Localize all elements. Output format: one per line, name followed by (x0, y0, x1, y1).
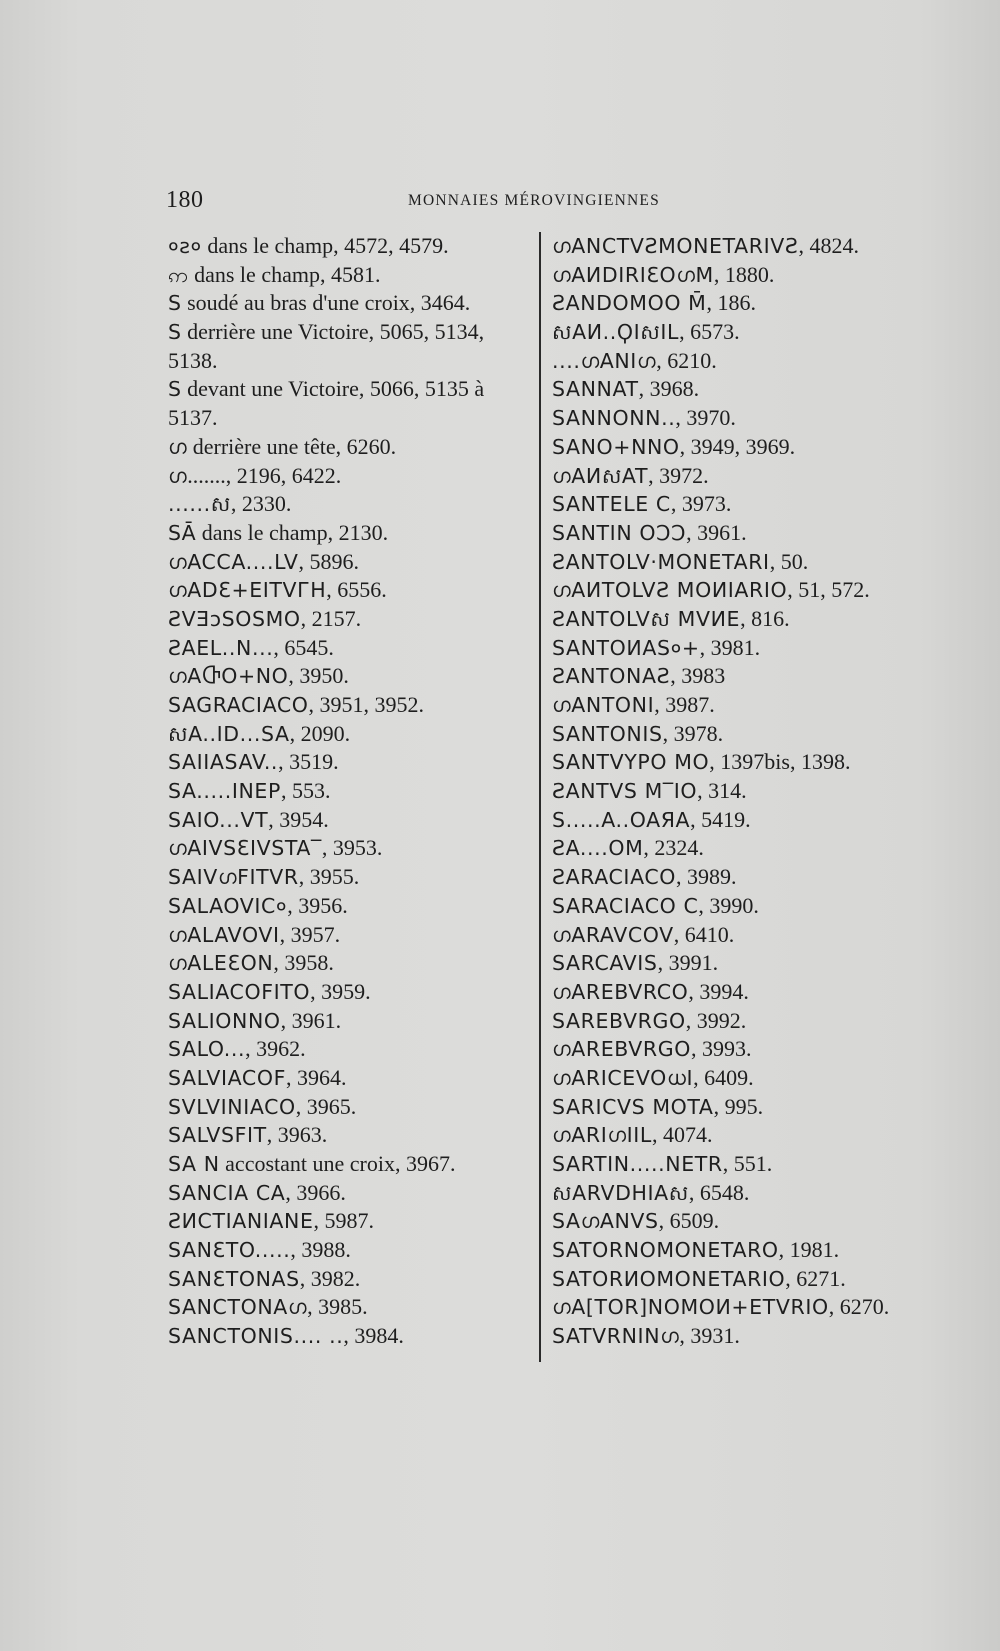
index-entry (552, 662, 924, 691)
entry-references: derrière une tête, 6260. (187, 433, 397, 459)
index-entry (552, 576, 924, 605)
coin-legend: ဢ (168, 262, 189, 287)
entry-references: , 3957. (279, 921, 341, 947)
coin-legend: ഗANCTVƧMONETARIVƧ (552, 234, 799, 258)
entry-references: , 3981. (699, 634, 761, 660)
index-entry (166, 1093, 526, 1122)
index-entry (166, 548, 526, 577)
coin-legend: SARCAVIS (552, 951, 658, 976)
entry-references: , 1880. (713, 261, 775, 287)
index-entry (552, 548, 924, 577)
index-entry (166, 1265, 526, 1294)
index-entry (166, 1179, 526, 1208)
index-entry (552, 375, 924, 404)
entry-references: , 3994. (688, 978, 749, 1004)
entry-references: , 3519. (278, 749, 339, 775)
index-entry (166, 777, 526, 806)
entry-references: , 4074. (651, 1122, 713, 1148)
coin-legend: SALIACOFITO (168, 979, 311, 1004)
index-entry (166, 748, 526, 777)
coin-legend: SALVIACOF (168, 1065, 286, 1090)
index-entry (552, 519, 924, 548)
index-entry (166, 261, 526, 290)
index-entry (166, 949, 526, 978)
index-entry (552, 720, 924, 749)
entry-references: , 3985. (307, 1294, 368, 1320)
index-entry (166, 1293, 526, 1322)
index-entry (552, 978, 924, 1007)
coin-legend: SANTONIS (552, 721, 663, 746)
coin-legend: SANƐTO..... (168, 1238, 291, 1263)
entry-references: , 3968. (638, 376, 700, 402)
entry-references: , 314. (697, 778, 747, 804)
index-entry (552, 634, 924, 663)
coin-legend: SA.....INEP (168, 779, 281, 804)
entry-references: , 3992. (685, 1007, 747, 1033)
index-entry (166, 978, 526, 1007)
entry-references: 5137. (168, 405, 218, 431)
index-entry (166, 720, 526, 749)
coin-legend: SAഗANVS (552, 1209, 659, 1234)
coin-legend: SATORNOMONETARO (552, 1238, 779, 1263)
coin-legend: SAGRACIACO (168, 693, 309, 717)
index-entry (552, 921, 924, 950)
index-entry (166, 1150, 526, 1179)
coin-legend: SAIO...VT (168, 807, 269, 832)
coin-legend: S (168, 320, 182, 345)
entry-references: , 6545. (273, 634, 334, 660)
index-entry (166, 662, 526, 691)
index-entry (552, 892, 924, 921)
index-entry (166, 519, 526, 548)
entry-references: , 3982. (299, 1265, 361, 1291)
entry-references: , 3962. (245, 1036, 306, 1062)
index-entry (552, 1265, 924, 1294)
entry-references: , 6410. (673, 921, 735, 947)
coin-legend: SA N (168, 1152, 220, 1176)
coin-legend: SVLVINIACO (168, 1094, 296, 1119)
entry-references: , 3991. (657, 950, 719, 976)
entry-references: , 4824. (798, 233, 859, 258)
entry-references: , 3964. (285, 1064, 347, 1090)
index-entry (552, 806, 924, 835)
entry-references: , 6556. (326, 577, 387, 603)
entry-references: dans le champ, 4581. (188, 261, 381, 287)
coin-legend: SANTOИAS०+ (552, 635, 700, 660)
page-number: 180 (166, 187, 204, 213)
coin-legend: SAREBVRGO (552, 1008, 686, 1033)
entry-references: , 5896. (298, 548, 359, 574)
coin-legend: SARACIACO C (552, 893, 699, 918)
index-entry (166, 576, 526, 605)
left-column (166, 232, 526, 1351)
index-entry (166, 289, 526, 318)
index-entry (552, 1293, 924, 1322)
index-entry (552, 433, 924, 462)
coin-legend: SANO+NNO (552, 434, 680, 459)
index-entry (552, 605, 924, 634)
coin-legend: ƧA....OM (552, 836, 644, 861)
coin-legend: SARICVS MOTA (552, 1094, 714, 1119)
coin-legend: SANNAT (552, 377, 639, 402)
index-entry (552, 1035, 924, 1064)
coin-legend: សAИ..ϘIសIL (552, 320, 680, 345)
coin-legend: SAIIASAV.. (168, 750, 279, 775)
coin-legend: SANTELE C (552, 492, 671, 517)
coin-legend: ०ƨ० (168, 234, 202, 258)
index-entry (166, 433, 526, 462)
index-entry (166, 691, 526, 720)
entry-references: , 6409. (693, 1064, 754, 1090)
entry-references: , 6270. (828, 1294, 890, 1320)
entry-references: , 3958. (273, 950, 334, 976)
coin-legend: ഗAႧO+NO (168, 664, 289, 689)
coin-legend: ഗANTONI (552, 693, 655, 717)
coin-legend: ƧANDOMOO M̄ (552, 291, 707, 316)
coin-legend: ഗ (168, 434, 188, 459)
coin-legend: ഗADƐ+EITVГH (168, 578, 327, 603)
index-entry (166, 1121, 526, 1150)
coin-legend: ƧANTVS M‾IO (552, 779, 698, 804)
entry-references: , 3972. (648, 462, 709, 488)
coin-legend: SANCIA CA (168, 1180, 286, 1205)
index-entry (552, 404, 924, 433)
index-entry (166, 806, 526, 835)
coin-legend: SARTIN.....NETR (552, 1152, 723, 1176)
entry-references: , 1397bis, 1398. (709, 749, 851, 775)
entry-references: , 5987. (313, 1208, 375, 1234)
entry-references: , 3966. (285, 1179, 346, 1205)
entry-references: , 3931. (679, 1323, 740, 1349)
index-entry (166, 375, 526, 404)
entry-references: , 3973. (670, 491, 732, 517)
index-entry (552, 1322, 924, 1351)
index-entry (166, 863, 526, 892)
entry-references: , 553. (280, 778, 331, 804)
coin-legend: SATORИOMONETARIO (552, 1266, 786, 1291)
coin-legend: ഗAREBVRGO (552, 1037, 691, 1062)
index-entry (166, 1207, 526, 1236)
entry-references: derrière une Victoire, 5065, 5134, (181, 319, 485, 345)
entry-references: , 551. (722, 1151, 773, 1176)
coin-legend: ഗARAVCOV (552, 922, 674, 947)
coin-legend: SANCTONAഗ (168, 1295, 308, 1320)
entry-references: , 3983 (670, 663, 726, 689)
coin-legend: SAIVഗFITVR (168, 865, 299, 890)
index-entry (552, 462, 924, 491)
coin-legend: ƧANTOLV·MONETARI (552, 549, 770, 574)
entry-references: , 3984. (343, 1323, 404, 1349)
index-entry (166, 921, 526, 950)
index-entry (552, 777, 924, 806)
coin-legend: សA..ID...SA (168, 721, 290, 746)
entry-references: , 3951, 3952. (308, 692, 424, 717)
entry-references: 5138. (168, 347, 218, 373)
coin-legend: SALO... (168, 1037, 246, 1062)
entry-references: , 3954. (268, 806, 329, 832)
entry-references: , 2090. (289, 720, 351, 746)
coin-legend: ....ഗANIഗ (552, 348, 657, 373)
coin-legend: S.....A..OAЯA (552, 807, 691, 832)
coin-legend: ƧANTOLVស MVИE (552, 606, 741, 631)
coin-legend: ƧARACIACO (552, 865, 676, 890)
coin-legend: ഗACCA....LV (168, 549, 299, 574)
index-entry (166, 605, 526, 634)
column-divider (539, 232, 541, 1362)
entry-references: devant une Victoire, 5066, 5135 à (181, 376, 485, 402)
entry-references: dans le champ, 4572, 4579. (201, 233, 449, 258)
coin-legend: ഗARIഗIIL (552, 1123, 652, 1148)
entry-references: , 3949, 3969. (679, 433, 796, 459)
coin-legend: SANTIN OϽϽ (552, 520, 687, 545)
entry-references: , 3987. (654, 692, 715, 717)
entry-references: , 6548. (688, 1179, 750, 1205)
coin-legend: ƧANTONAƧ (552, 664, 671, 689)
index-entry (166, 634, 526, 663)
coin-legend: ƧИCTIANIANE (168, 1209, 314, 1234)
entry-references: accostant une croix, 3967. (219, 1151, 456, 1176)
entry-references: ......., 2196, 6422. (187, 462, 342, 488)
index-entry (166, 1322, 526, 1351)
entry-references: , 2330. (230, 491, 292, 517)
entry-references: , 6271. (785, 1265, 846, 1291)
index-entry (166, 834, 526, 863)
index-entry (552, 318, 924, 347)
index-entry (552, 1093, 924, 1122)
entry-references: , 3953. (321, 835, 383, 861)
entry-references: , 5419. (690, 806, 751, 832)
entry-references: , 6210. (656, 347, 717, 373)
index-entry (552, 289, 924, 318)
entry-references: , 3950. (288, 663, 349, 689)
entry-references: , 6509. (658, 1208, 720, 1234)
index-entry (552, 1150, 924, 1179)
entry-references: , 816. (740, 605, 790, 631)
entry-references: , 3959. (310, 978, 371, 1004)
entry-references: , 3956. (287, 892, 348, 918)
coin-legend: SANNONN.. (552, 406, 676, 431)
coin-legend: SĀ (168, 520, 197, 545)
coin-legend: ƧAEL..N... (168, 635, 274, 660)
entry-references: , 6573. (679, 319, 740, 345)
index-entry (552, 261, 924, 290)
coin-legend: SANCTONIS.... .. (168, 1324, 344, 1349)
entry-references: , 3970. (675, 405, 736, 431)
coin-legend: SALAOVIC० (168, 893, 288, 918)
entry-references: , 51, 572. (787, 577, 870, 603)
entry-references: , 3988. (290, 1237, 351, 1263)
entry-references: soudé au bras d'une croix, 3464. (181, 290, 471, 316)
coin-legend: ഗAIVSƐIVSTA‾ (168, 836, 322, 861)
index-entry (552, 949, 924, 978)
coin-legend: សARVDHIAស (552, 1180, 689, 1205)
index-entry (552, 347, 924, 376)
coin-legend: S (168, 377, 182, 402)
index-entry (166, 1236, 526, 1265)
index-entry (166, 892, 526, 921)
coin-legend: SALIONNO (168, 1008, 281, 1033)
entry-references: , 2157. (300, 605, 362, 631)
index-entry (552, 863, 924, 892)
index-entry (552, 748, 924, 777)
coin-legend: ഗAИDIRIƐOഗM (552, 262, 714, 287)
index-entry (166, 1035, 526, 1064)
entry-references: , 995. (713, 1093, 764, 1119)
entry-references: , 186. (706, 290, 756, 316)
coin-legend: ഗA[TOR]NOMOИ+ETVRIO (552, 1295, 829, 1320)
index-entry (166, 1007, 526, 1036)
coin-legend: ഗARICEVOധI (552, 1065, 694, 1090)
index-entry (552, 490, 924, 519)
index-entry (552, 1121, 924, 1150)
index-entry (166, 462, 526, 491)
index-entry (552, 1236, 924, 1265)
coin-legend: SANƐTONAS (168, 1266, 300, 1291)
entry-references: , 3963. (266, 1122, 328, 1148)
index-entry (552, 1179, 924, 1208)
index-entry (166, 490, 526, 519)
coin-legend: ഗAИសAT (552, 463, 649, 488)
coin-legend: SALVSFIT (168, 1123, 267, 1148)
index-entry (552, 232, 924, 261)
coin-legend: SANTVYPO MO (552, 750, 710, 775)
index-entry (166, 1064, 526, 1093)
coin-legend: ഗAИTOLVƧ MOИIARIO (552, 578, 788, 603)
coin-legend: ഗALAVOVI (168, 922, 280, 947)
entry-references: dans le champ, 2130. (196, 519, 389, 545)
entry-references: , 3965. (295, 1093, 357, 1119)
coin-legend: ƧVƎↄSOSMO (168, 606, 301, 631)
entry-references: , 3989. (676, 864, 737, 890)
running-title: MONNAIES MÉROVINGIENNES (408, 192, 660, 209)
index-entry (552, 1064, 924, 1093)
entry-references: , 3993. (691, 1036, 752, 1062)
coin-legend: ......ស (168, 492, 231, 517)
entry-references: , 1981. (778, 1237, 840, 1263)
index-entry (166, 347, 526, 376)
index-entry (552, 1207, 924, 1236)
entry-references: , 3961. (280, 1007, 342, 1033)
coin-legend: SATVRNINഗ (552, 1324, 680, 1349)
index-entry (552, 1007, 924, 1036)
right-column (552, 232, 924, 1351)
coin-legend: ഗAREBVRCO (552, 979, 689, 1004)
coin-legend: ഗALEƐON (168, 951, 274, 976)
entry-references: , 2324. (643, 835, 704, 861)
coin-legend: ഗ (168, 463, 188, 488)
index-entry (166, 232, 526, 261)
entry-references: , 3978. (662, 720, 724, 746)
index-entry (552, 691, 924, 720)
index-entry (166, 318, 526, 347)
index-entry (166, 404, 526, 433)
entry-references: , 3990. (698, 892, 759, 918)
entry-references: , 3955. (298, 864, 360, 890)
entry-references: , 50. (769, 548, 809, 574)
coin-legend: S (168, 291, 182, 316)
index-entry (552, 834, 924, 863)
entry-references: , 3961. (686, 519, 747, 545)
